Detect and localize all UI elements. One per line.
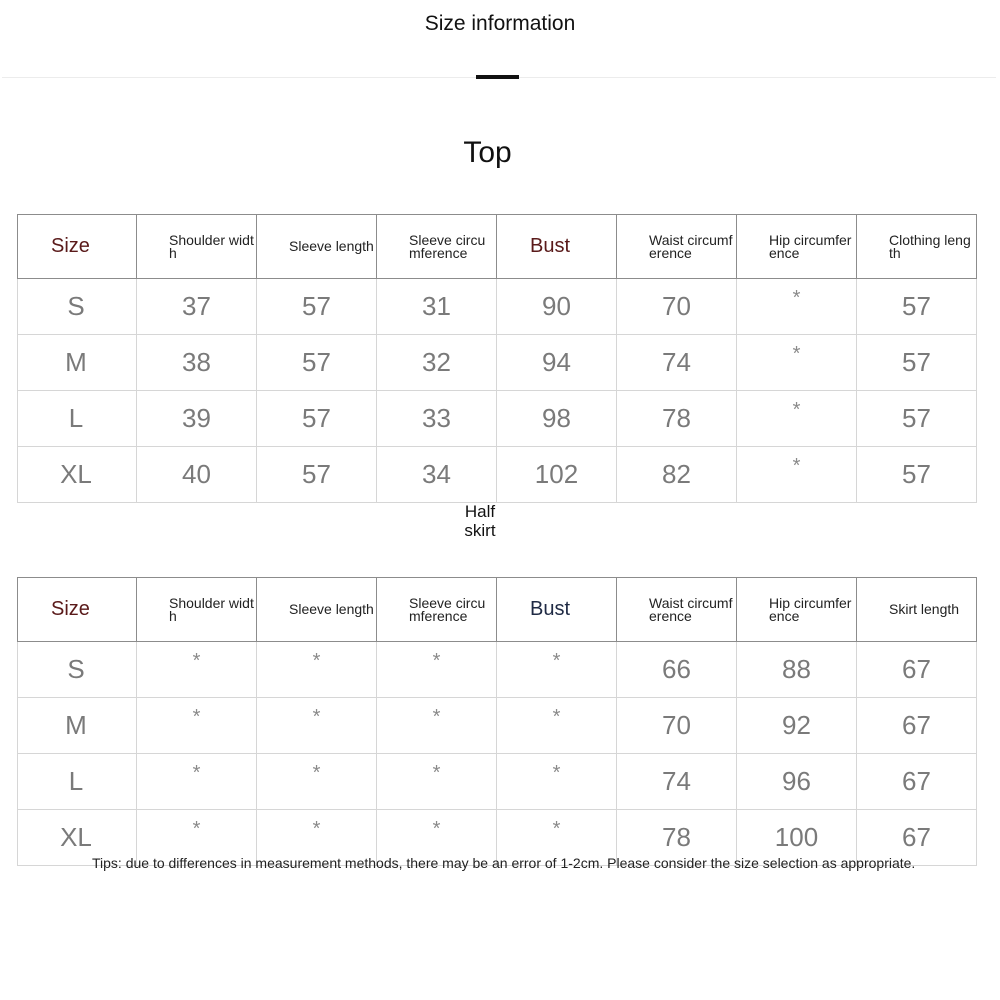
measurement-cell: * [737,447,857,503]
measurement-cell: * [737,391,857,447]
measurement-cell: * [497,642,617,698]
header-sleeve-length: Sleeve length [289,238,374,254]
header-size: Size [51,598,90,620]
header-hip-circumference: Hip circumference [769,594,852,624]
measurement-cell: 78 [617,391,737,447]
size-label-cell: M [18,698,137,754]
header-cell [377,578,497,642]
header-cell [377,215,497,279]
measurement-cell: 57 [857,279,977,335]
header-cell [857,578,977,642]
measurement-cell: 57 [257,279,377,335]
header-cell [737,578,857,642]
header-sleeve-circumference: Sleeve circumference [409,594,486,624]
header-bust: Bust [530,235,571,257]
top-size-table [17,214,977,503]
measurement-cell: 66 [617,642,737,698]
measurement-cell: 92 [737,698,857,754]
header-cell [497,578,617,642]
tips-note: Tips: due to differences in measurement methods, there may be an error of 1-2cm. Please consider the size selection as appropriate. [92,855,916,871]
header-skirt-length: Skirt length [889,601,960,617]
measurement-cell: 102 [497,447,617,503]
measurement-cell: * [737,279,857,335]
skirt-table-body [18,642,977,866]
measurement-cell: 67 [857,810,977,866]
measurement-cell: 100 [737,810,857,866]
header-shoulder-width: Shoulder width [169,231,254,261]
top-section-heading: Top [463,136,512,169]
header-clothing-length: Clothing length [889,231,971,261]
measurement-cell: * [137,810,257,866]
header-cell [18,578,137,642]
header-cell [257,578,377,642]
table-row [18,754,977,810]
measurement-cell: * [137,642,257,698]
measurement-cell: 82 [617,447,737,503]
measurement-cell: * [377,754,497,810]
measurement-cell: * [377,698,497,754]
measurement-cell: * [257,810,377,866]
table-row [18,279,977,335]
header-cell [137,578,257,642]
measurement-cell: 98 [497,391,617,447]
table-row [18,391,977,447]
size-label-cell: S [18,279,137,335]
measurement-cell: * [257,698,377,754]
size-label-cell: S [18,642,137,698]
measurement-cell: * [497,810,617,866]
measurement-cell: 88 [737,642,857,698]
size-label-cell: XL [18,447,137,503]
header-cell [617,215,737,279]
measurement-cell: 78 [617,810,737,866]
measurement-cell: * [377,810,497,866]
measurement-cell: 39 [137,391,257,447]
skirt-heading-line2: skirt [464,521,496,540]
header-bust: Bust [530,598,571,620]
skirt-heading-line1: Half [464,502,496,521]
size-label-cell: L [18,391,137,447]
measurement-cell: 40 [137,447,257,503]
measurement-cell: 67 [857,754,977,810]
title-accent-bar [476,75,519,79]
table-row [18,447,977,503]
measurement-cell: 57 [257,391,377,447]
header-cell [257,215,377,279]
header-shoulder-width: Shoulder width [169,594,254,624]
header-cell [857,215,977,279]
size-label-cell: XL [18,810,137,866]
measurement-cell: * [137,754,257,810]
size-label-cell: M [18,335,137,391]
header-size: Size [51,235,90,257]
measurement-cell: 94 [497,335,617,391]
header-cell [137,215,257,279]
measurement-cell: 33 [377,391,497,447]
measurement-cell: 34 [377,447,497,503]
measurement-cell: * [497,698,617,754]
measurement-cell: 57 [857,391,977,447]
header-cell [497,215,617,279]
table-row [18,698,977,754]
measurement-cell: * [497,754,617,810]
measurement-cell: * [257,642,377,698]
measurement-cell: 57 [257,447,377,503]
header-waist-circumference: Waist circumference [649,231,733,261]
skirt-section-heading [430,502,530,540]
measurement-cell: 74 [617,754,737,810]
measurement-cell: 37 [137,279,257,335]
header-hip-circumference: Hip circumference [769,231,852,261]
measurement-cell: 70 [617,698,737,754]
measurement-cell: 31 [377,279,497,335]
table-header-row [18,215,977,279]
measurement-cell: 96 [737,754,857,810]
header-waist-circumference: Waist circumference [649,594,733,624]
measurement-cell: 67 [857,698,977,754]
measurement-cell: 57 [257,335,377,391]
measurement-cell: * [377,642,497,698]
measurement-cell: * [257,754,377,810]
measurement-cell: 90 [497,279,617,335]
table-row [18,335,977,391]
measurement-cell: * [737,335,857,391]
header-sleeve-circumference: Sleeve circumference [409,231,486,261]
header-cell [737,215,857,279]
page-title: Size information [424,12,576,35]
table-row [18,642,977,698]
measurement-cell: 32 [377,335,497,391]
header-cell [617,578,737,642]
header-sleeve-length: Sleeve length [289,601,374,617]
table-header-row [18,578,977,642]
measurement-cell: 57 [857,447,977,503]
measurement-cell: 70 [617,279,737,335]
measurement-cell: 74 [617,335,737,391]
skirt-size-table [17,577,977,866]
measurement-cell: 57 [857,335,977,391]
header-cell [18,215,137,279]
measurement-cell: 38 [137,335,257,391]
measurement-cell: * [137,698,257,754]
measurement-cell: 67 [857,642,977,698]
top-table-body [18,279,977,503]
size-label-cell: L [18,754,137,810]
